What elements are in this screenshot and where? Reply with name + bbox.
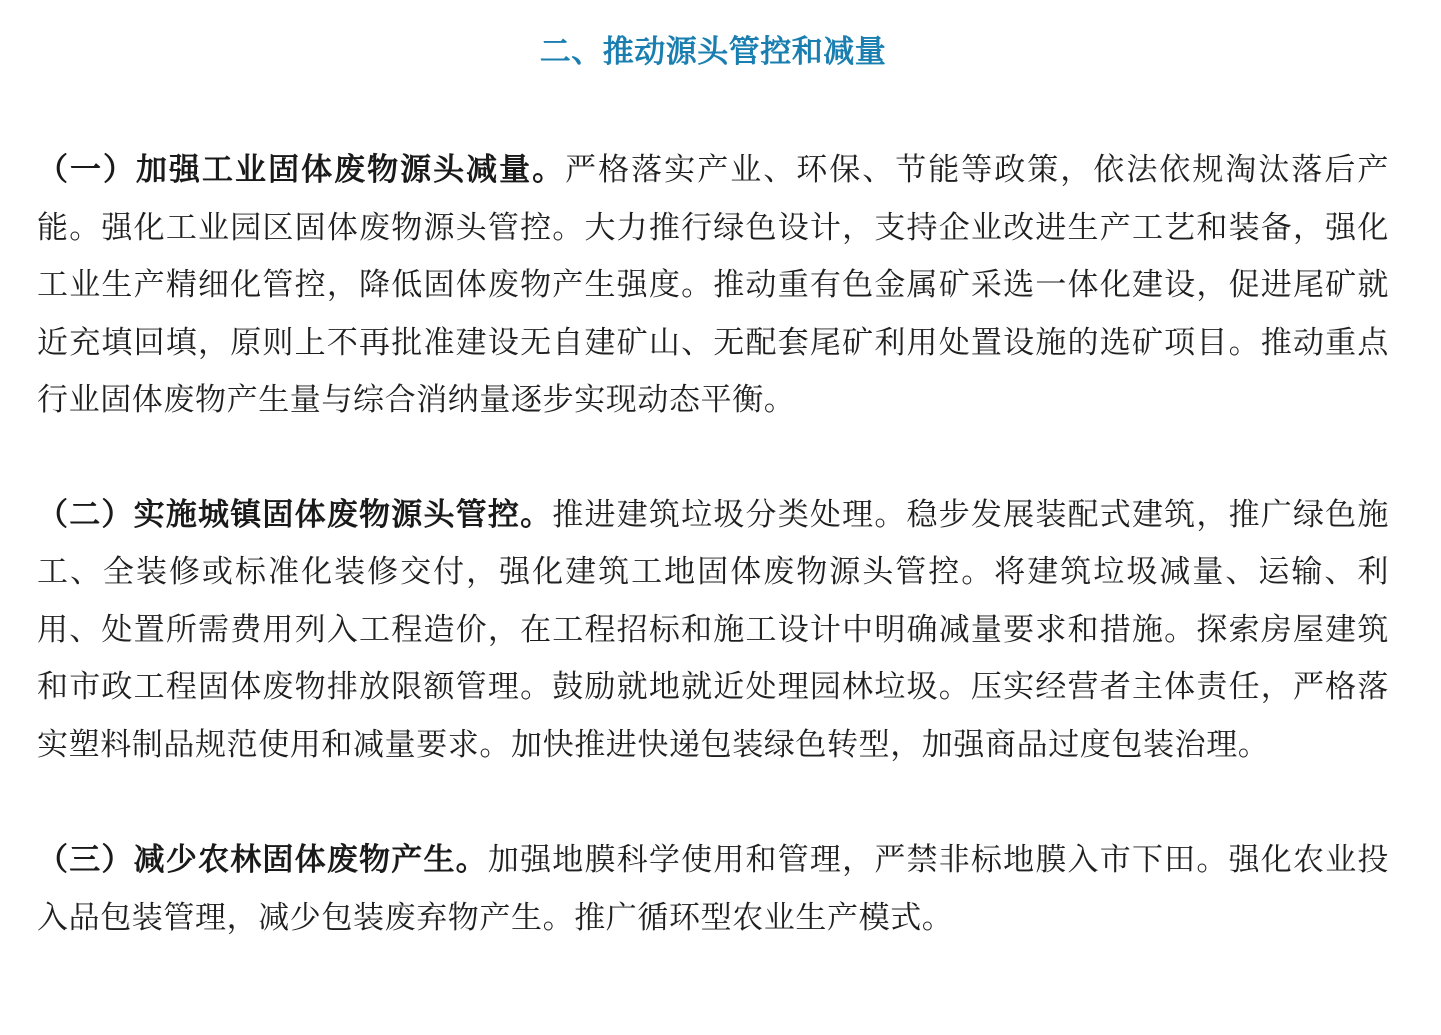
paragraph-lead: （三）减少农林固体废物产生。	[37, 842, 488, 878]
paragraph-agricultural-waste-reduction	[37, 832, 1389, 947]
paragraph-body: 推进建筑垃圾分类处理。稳步发展装配式建筑，推广绿色施工、全装修或标准化装修交付，强化建筑工地固体废物源头管控。将建筑垃圾减量、运输、利用、处置所需费用列入工程造价，在工程招标和施工设计中明确减量要求和措施。探索房屋建筑和市政工程固体废物排放限额管理。鼓励就地就近处理园林垃圾。压实经营者主体责任，严格落实塑料制品规范使用和减量要求。加快推进快递包装绿色转型，加强商品过度包装治理。	[37, 496, 1389, 763]
paragraph-urban-waste-control	[37, 487, 1389, 775]
paragraph-body: 严格落实产业、环保、节能等政策，依法依规淘汰落后产能。强化工业园区固体废物源头管控。大力推行绿色设计，支持企业改进生产工艺和装备，强化工业生产精细化管控，降低固体废物产生强度。推动重有色金属矿采选一体化建设，促进尾矿就近充填回填，原则上不再批准建设无自建矿山、无配套尾矿利用处置设施的选矿项目。推动重点行业固体废物产生量与综合消纳量逐步实现动态平衡。	[37, 152, 1389, 418]
section-title: 二、推动源头管控和减量	[539, 34, 887, 70]
paragraph-lead: （一）加强工业固体废物源头减量。	[37, 152, 566, 188]
paragraph-body: 加强地膜科学使用和管理，严禁非标地膜入市下田。强化农业投入品包装管理，减少包装废弃物产生。推广循环型农业生产模式。	[37, 842, 1390, 936]
paragraph-lead: （二）实施城镇固体废物源头管控。	[37, 496, 553, 533]
paragraph-industrial-waste-reduction	[37, 142, 1389, 430]
